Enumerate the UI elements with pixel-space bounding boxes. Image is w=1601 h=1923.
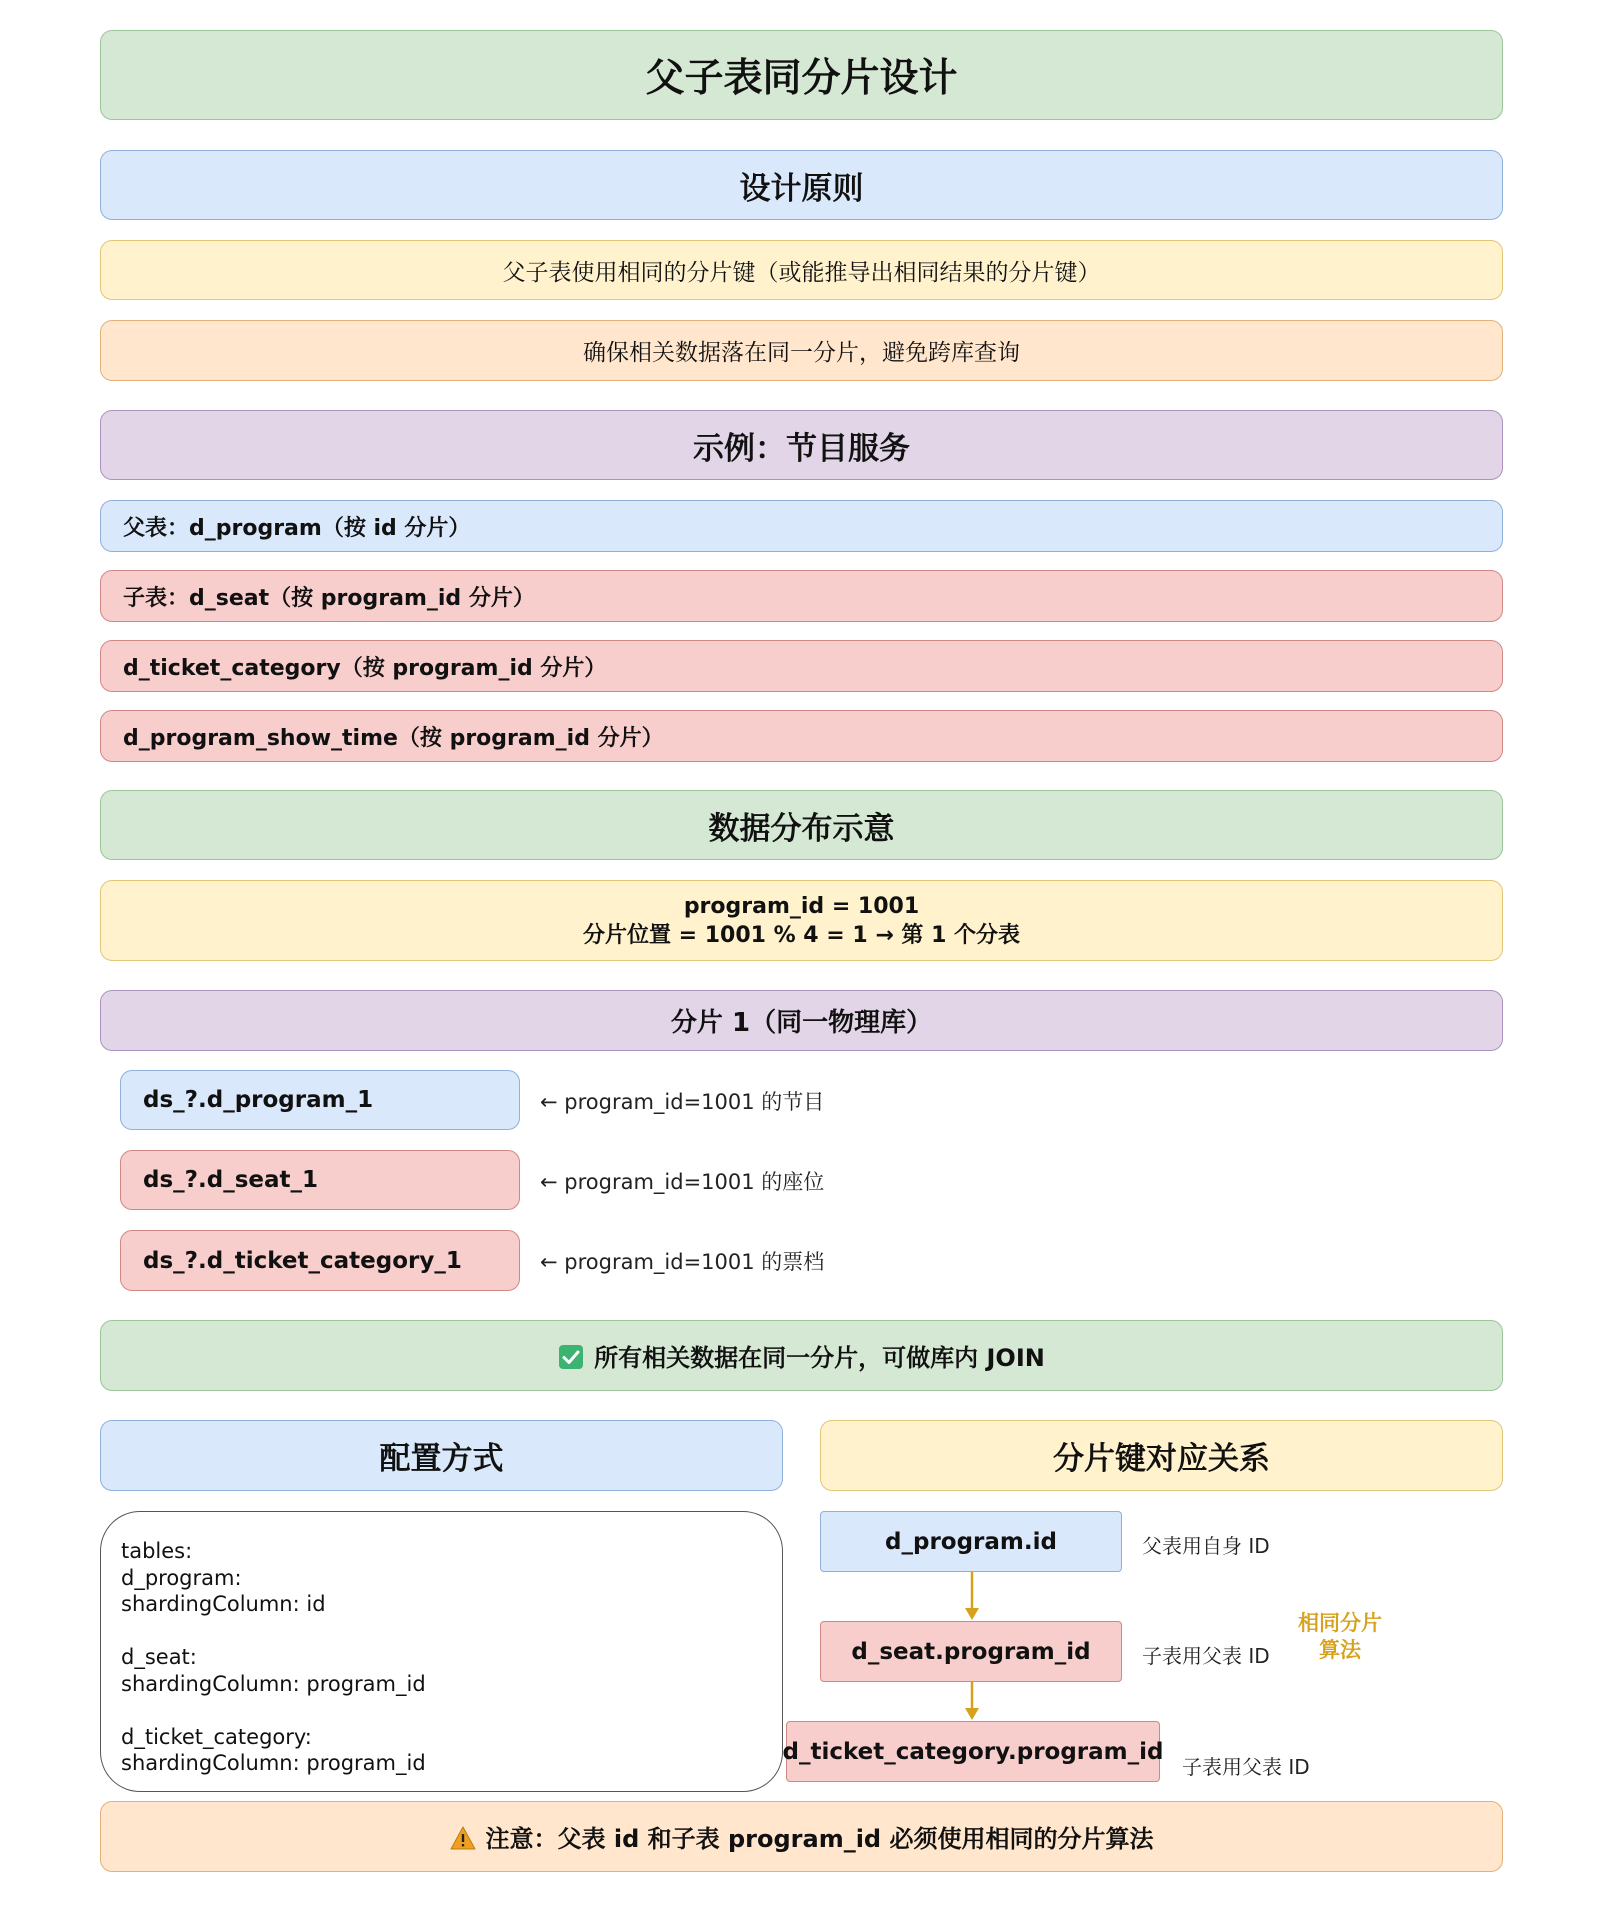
mapping-note-child-seat: 子表用父表 ID — [1142, 1644, 1270, 1668]
physical-table-ticket-category-note: ← program_id=1001 的票档 — [540, 1250, 825, 1274]
distribution-heading: 数据分布示意 — [100, 790, 1503, 860]
same-shard-result: 所有相关数据在同一分片，可做库内 JOIN — [100, 1320, 1503, 1391]
example-heading: 示例：节目服务 — [100, 410, 1503, 480]
principle-same-shard: 确保相关数据落在同一分片，避免跨库查询 — [100, 320, 1503, 381]
child-table-seat-row: 子表：d_seat（按 program_id 分片） — [100, 570, 1503, 622]
principle-same-key: 父子表使用相同的分片键（或能推导出相同结果的分片键） — [100, 240, 1503, 300]
physical-table-program: ds_?.d_program_1 — [120, 1070, 520, 1130]
check-mark-icon — [558, 1342, 584, 1370]
mapping-arrow-2 — [960, 1682, 984, 1722]
child-table-ticket-row: d_ticket_category（按 program_id 分片） — [100, 640, 1503, 692]
config-heading: 配置方式 — [100, 1420, 783, 1491]
physical-table-seat: ds_?.d_seat_1 — [120, 1150, 520, 1210]
config-code-block: tables: d_program: shardingColumn: id d_seat: shardingColumn: program_id d_ticket_category: shardingColumn: program_id — [100, 1511, 783, 1792]
principles-heading: 设计原则 — [100, 150, 1503, 220]
mapping-heading: 分片键对应关系 — [820, 1420, 1503, 1491]
same-algorithm-label: 相同分片 算法 — [1298, 1611, 1382, 1662]
page-title: 父子表同分片设计 — [100, 30, 1503, 120]
physical-table-ticket-category: ds_?.d_ticket_category_1 — [120, 1230, 520, 1291]
physical-table-seat-note: ← program_id=1001 的座位 — [540, 1170, 825, 1194]
warning-icon — [450, 1823, 476, 1851]
mapping-node-seat-program-id: d_seat.program_id — [820, 1621, 1122, 1682]
shard-calculation: program_id = 1001 分片位置 = 1001 % 4 = 1 → 第 1 个分表 — [100, 880, 1503, 961]
mapping-note-child-ticket: 子表用父表 ID — [1182, 1755, 1310, 1779]
mapping-note-parent: 父表用自身 ID — [1142, 1534, 1270, 1558]
warning-banner: 注意：父表 id 和子表 program_id 必须使用相同的分片算法 — [100, 1801, 1503, 1872]
mapping-node-program-id: d_program.id — [820, 1511, 1122, 1572]
parent-table-row: 父表：d_program（按 id 分片） — [100, 500, 1503, 552]
physical-table-program-note: ← program_id=1001 的节目 — [540, 1090, 825, 1114]
child-table-showtime-row: d_program_show_time（按 program_id 分片） — [100, 710, 1503, 762]
mapping-arrow-1 — [960, 1572, 984, 1622]
shard-1-heading: 分片 1（同一物理库） — [100, 990, 1503, 1051]
mapping-node-ticket-category-program-id: d_ticket_category.program_id — [786, 1721, 1160, 1782]
